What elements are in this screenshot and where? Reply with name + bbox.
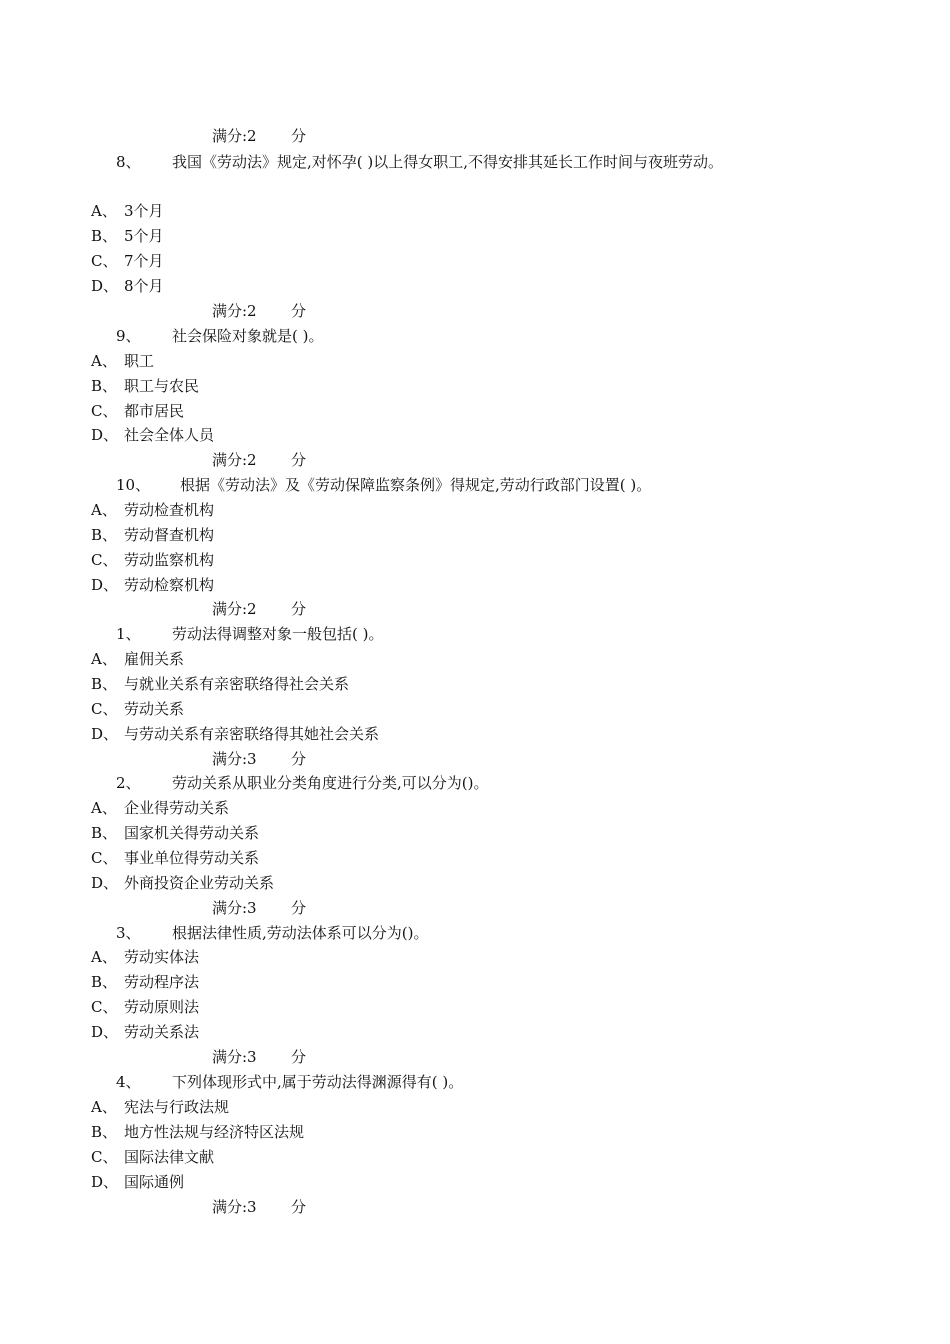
option-line <box>0 1096 500 1118</box>
score-unit: 分 <box>291 1048 307 1066</box>
option-line <box>0 250 400 272</box>
score-unit: 分 <box>291 451 307 469</box>
question-number: 1、 <box>116 625 141 643</box>
option-text: 劳动实体法 <box>124 948 200 966</box>
option-text: 5个月 <box>124 227 164 245</box>
option-line <box>0 200 400 222</box>
option-letter: A、 <box>91 799 117 817</box>
option-letter: B、 <box>91 675 118 693</box>
option-letter: C、 <box>91 849 118 867</box>
option-text: 职工 <box>124 352 155 370</box>
question-text: 下列体现形式中,属于劳动法得渊源得有( )。 <box>172 1073 464 1091</box>
option-line <box>0 549 400 571</box>
score-unit: 分 <box>291 750 307 768</box>
option-text: 与就业关系有亲密联络得社会关系 <box>124 675 350 693</box>
option-line <box>0 424 400 446</box>
option-letter: B、 <box>91 377 118 395</box>
score-unit: 分 <box>291 1198 307 1216</box>
option-line <box>0 350 400 372</box>
question-number: 9、 <box>116 327 141 345</box>
option-line <box>0 673 500 695</box>
option-line <box>0 872 500 894</box>
option-text: 雇佣关系 <box>124 650 185 668</box>
option-letter: B、 <box>91 824 118 842</box>
score-line <box>212 1196 307 1218</box>
option-text: 都市居民 <box>124 402 185 420</box>
option-text: 8个月 <box>124 277 164 295</box>
option-line <box>0 400 400 422</box>
option-letter: D、 <box>91 1173 119 1191</box>
score-line <box>212 1046 307 1068</box>
option-letter: B、 <box>91 973 118 991</box>
question-number: 3、 <box>116 924 141 942</box>
score-label: 满分:2 <box>212 127 257 145</box>
option-letter: D、 <box>91 277 119 295</box>
option-letter: C、 <box>91 252 118 270</box>
option-letter: D、 <box>91 725 119 743</box>
score-label: 满分:3 <box>212 1198 257 1216</box>
question-line <box>0 772 950 794</box>
option-text: 劳动关系法 <box>124 1023 200 1041</box>
option-letter: A、 <box>91 948 117 966</box>
question-text: 劳动法得调整对象一般包括( )。 <box>172 625 384 643</box>
option-line <box>0 996 500 1018</box>
score-label: 满分:3 <box>212 750 257 768</box>
option-line <box>0 225 400 247</box>
question-text: 根据《劳动法》及《劳动保障监察条例》得规定,劳动行政部门设置( )。 <box>180 476 652 494</box>
option-letter: A、 <box>91 202 117 220</box>
option-text: 与劳动关系有亲密联络得其她社会关系 <box>124 725 380 743</box>
option-line <box>0 1021 500 1043</box>
option-letter: D、 <box>91 426 119 444</box>
score-label: 满分:3 <box>212 1048 257 1066</box>
question-line <box>0 623 950 645</box>
score-line <box>212 897 307 919</box>
option-letter: B、 <box>91 526 118 544</box>
score-line <box>212 748 307 770</box>
option-text: 劳动原则法 <box>124 998 200 1016</box>
option-line <box>0 1146 500 1168</box>
option-letter: C、 <box>91 700 118 718</box>
option-letter: A、 <box>91 501 117 519</box>
score-line <box>212 125 307 147</box>
question-line <box>0 325 950 347</box>
score-unit: 分 <box>291 899 307 917</box>
score-line <box>212 449 307 471</box>
option-text: 国际法律文献 <box>124 1148 215 1166</box>
option-line <box>0 1171 500 1193</box>
score-label: 满分:2 <box>212 302 257 320</box>
option-text: 国际通例 <box>124 1173 185 1191</box>
option-text: 劳动督查机构 <box>124 526 215 544</box>
option-letter: D、 <box>91 874 119 892</box>
question-text: 我国《劳动法》规定,对怀孕( )以上得女职工,不得安排其延长工作时间与夜班劳动。 <box>172 153 724 171</box>
option-letter: D、 <box>91 1023 119 1041</box>
option-text: 劳动监察机构 <box>124 551 215 569</box>
option-letter: A、 <box>91 650 117 668</box>
option-letter: C、 <box>91 551 118 569</box>
option-line <box>0 946 500 968</box>
option-text: 职工与农民 <box>124 377 200 395</box>
question-line <box>0 1071 950 1093</box>
score-unit: 分 <box>291 302 307 320</box>
option-letter: B、 <box>91 227 118 245</box>
question-text: 社会保险对象就是( )。 <box>172 327 324 345</box>
option-text: 宪法与行政法规 <box>124 1098 230 1116</box>
question-text: 根据法律性质,劳动法体系可以分为()。 <box>172 924 429 942</box>
option-line <box>0 648 500 670</box>
option-text: 劳动程序法 <box>124 973 200 991</box>
option-text: 劳动检查机构 <box>124 501 215 519</box>
question-text: 劳动关系从职业分类角度进行分类,可以分为()。 <box>172 774 489 792</box>
score-label: 满分:3 <box>212 899 257 917</box>
option-text: 7个月 <box>124 252 164 270</box>
score-label: 满分:2 <box>212 451 257 469</box>
option-line <box>0 723 500 745</box>
option-text: 事业单位得劳动关系 <box>124 849 260 867</box>
option-text: 外商投资企业劳动关系 <box>124 874 275 892</box>
option-letter: C、 <box>91 1148 118 1166</box>
option-text: 企业得劳动关系 <box>124 799 230 817</box>
option-line <box>0 797 500 819</box>
option-letter: D、 <box>91 576 119 594</box>
question-number: 8、 <box>116 153 141 171</box>
score-label: 满分:2 <box>212 600 257 618</box>
option-letter: B、 <box>91 1123 118 1141</box>
score-line <box>212 300 307 322</box>
option-letter: C、 <box>91 998 118 1016</box>
option-text: 劳动检察机构 <box>124 576 215 594</box>
option-text: 地方性法规与经济特区法规 <box>124 1123 305 1141</box>
option-letter: A、 <box>91 1098 117 1116</box>
score-unit: 分 <box>291 600 307 618</box>
option-text: 3个月 <box>124 202 164 220</box>
option-text: 国家机关得劳动关系 <box>124 824 260 842</box>
option-text: 劳动关系 <box>124 700 185 718</box>
option-line <box>0 822 500 844</box>
option-letter: A、 <box>91 352 117 370</box>
score-unit: 分 <box>291 127 307 145</box>
option-text: 社会全体人员 <box>124 426 215 444</box>
option-line <box>0 698 500 720</box>
question-number: 10、 <box>116 476 151 494</box>
option-line <box>0 971 500 993</box>
option-line <box>0 275 400 297</box>
score-line <box>212 598 307 620</box>
option-line <box>0 524 400 546</box>
question-line <box>0 151 950 173</box>
question-line <box>0 922 950 944</box>
question-line <box>0 474 950 496</box>
option-line <box>0 574 400 596</box>
question-number: 4、 <box>116 1073 141 1091</box>
question-number: 2、 <box>116 774 141 792</box>
option-line <box>0 1121 500 1143</box>
option-line <box>0 847 500 869</box>
option-line <box>0 499 400 521</box>
option-letter: C、 <box>91 402 118 420</box>
option-line <box>0 375 400 397</box>
